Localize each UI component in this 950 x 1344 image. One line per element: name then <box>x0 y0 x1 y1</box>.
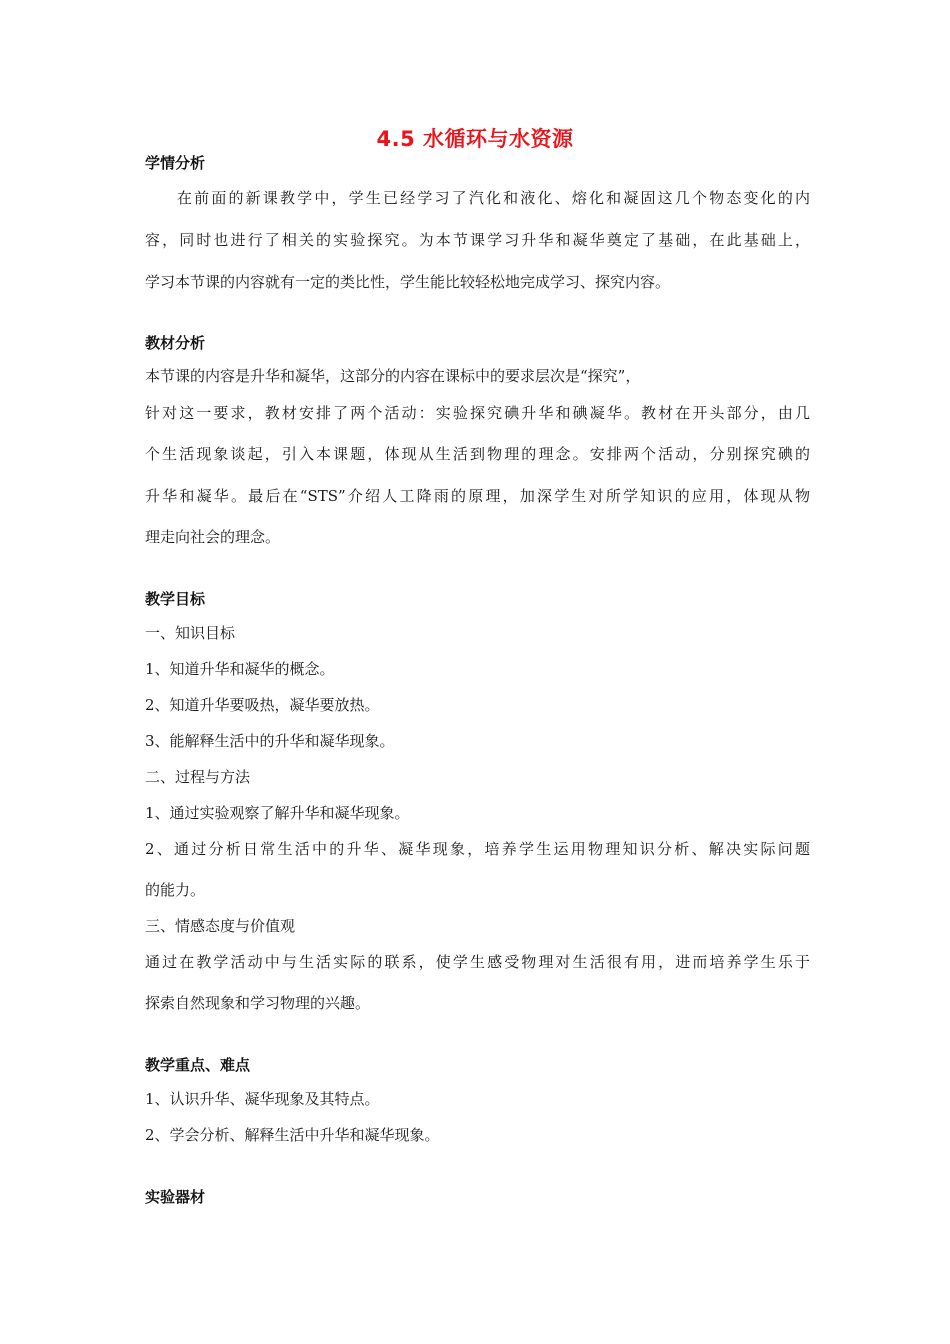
objective-line: 1、通过实验观察了解升华和凝华现象。 <box>145 804 410 822</box>
objective-line: 一、知识目标 <box>145 624 236 642</box>
section-heading-qicai: 实验器材 <box>145 1188 206 1206</box>
section-heading-mubiao: 教学目标 <box>145 590 206 608</box>
objective-line: 2、知道升华要吸热，凝华要放热。 <box>145 696 380 714</box>
objective-line: 探索自然现象和学习物理的兴趣。 <box>145 994 371 1012</box>
paragraph-line: 升华和凝华。最后在“STS”介绍人工降雨的原理，加深学生对所学知识的应用，体现从物 <box>145 487 810 505</box>
paragraph-line: 在前面的新课教学中，学生已经学习了汽化和液化、熔化和凝固这几个物态变化的内 <box>177 189 810 207</box>
paragraph-line: 理走向社会的理念。 <box>145 528 281 546</box>
section-heading-jiaocai: 教材分析 <box>145 334 206 352</box>
objective-line: 2、通过分析日常生活中的升华、凝华现象，培养学生运用物理知识分析、解决实际问题 <box>145 840 810 858</box>
objective-line: 三、情感态度与价值观 <box>145 917 296 935</box>
keypoint-line: 2、学会分析、解释生活中升华和凝华现象。 <box>145 1126 440 1144</box>
paragraph-line: 针对这一要求，教材安排了两个活动：实验探究碘升华和碘凝华。教材在开头部分，由几 <box>145 404 810 422</box>
document-title: 4.5 水循环与水资源 <box>376 127 574 151</box>
paragraph-line: 容，同时也进行了相关的实验探究。为本节课学习升华和凝华奠定了基础，在此基础上， <box>145 231 810 249</box>
objective-line: 通过在教学活动中与生活实际的联系，使学生感受物理对生活很有用，进而培养学生乐于 <box>145 953 810 971</box>
objective-line: 二、过程与方法 <box>145 768 251 786</box>
section-heading-xueqing: 学情分析 <box>145 154 206 172</box>
objective-line: 1、知道升华和凝华的概念。 <box>145 660 335 678</box>
keypoint-line: 1、认识升华、凝华现象及其特点。 <box>145 1090 380 1108</box>
objective-line: 3、能解释生活中的升华和凝华现象。 <box>145 732 395 750</box>
paragraph-line: 本节课的内容是升华和凝华，这部分的内容在课标中的要求层次是“探究”， <box>145 367 641 385</box>
paragraph-line: 学习本节课的内容就有一定的类比性，学生能比较轻松地完成学习、探究内容。 <box>145 273 671 291</box>
paragraph-line: 个生活现象谈起，引入本课题，体现从生活到物理的理念。安排两个活动，分别探究碘的 <box>145 445 810 463</box>
objective-line: 的能力。 <box>145 881 206 899</box>
section-heading-zhongdian: 教学重点、难点 <box>145 1056 251 1074</box>
